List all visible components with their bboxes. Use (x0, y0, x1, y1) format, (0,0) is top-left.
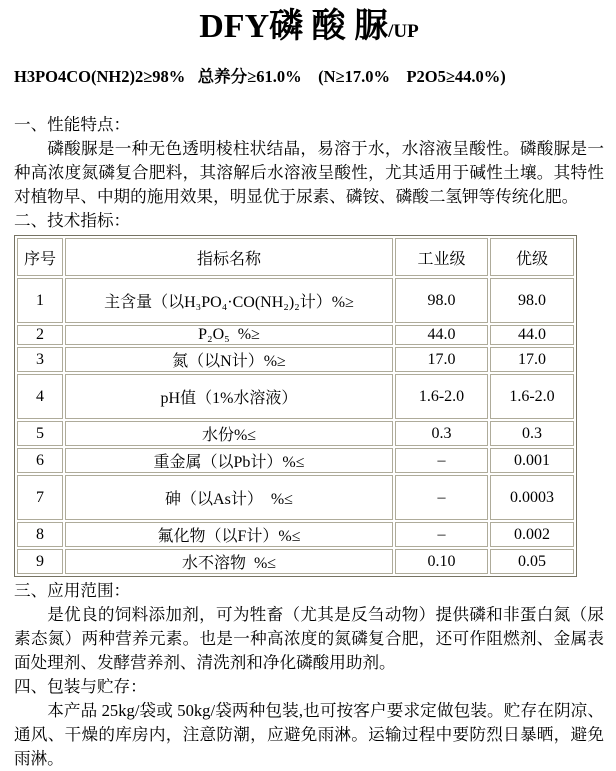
table-row (17, 522, 574, 547)
premium-grade-cell: 0.05 (490, 549, 574, 574)
row-number-cell: 7 (17, 475, 63, 520)
industrial-grade-cell: – (395, 448, 488, 473)
premium-grade-cell: 17.0 (490, 347, 574, 372)
premium-grade-cell: 44.0 (490, 325, 574, 345)
industrial-grade-cell: – (395, 475, 488, 520)
indicator-name-cell: P₂O₅ %≥ (65, 325, 393, 345)
section-heading-application: 三、应用范围： (14, 581, 131, 600)
table-row (17, 421, 574, 446)
premium-grade-cell: 0.3 (490, 421, 574, 446)
table-row (17, 549, 574, 574)
page-title (14, 2, 604, 53)
page-title-text: DFY磷 酸 脲 (199, 8, 389, 45)
industrial-grade-cell: 0.10 (395, 549, 488, 574)
table-row (17, 347, 574, 372)
industrial-grade-cell: 1.6-2.0 (395, 374, 488, 419)
table-row (17, 278, 574, 323)
indicator-name-cell: 水不溶物 %≤ (65, 549, 393, 574)
industrial-grade-cell: – (395, 522, 488, 547)
page-title-suffix: /UP (388, 21, 419, 42)
specs-table (14, 235, 577, 577)
industrial-grade-cell: 44.0 (395, 325, 488, 345)
indicator-name-cell: 水份%≤ (65, 421, 393, 446)
application-paragraph: 是优良的饲料添加剂，可为牲畜（尤其是反刍动物）提供磷和非蛋白氮（尿素态氮）两种营养元素。也是一种高浓度的氮磷复合肥，还可作阻燃剂、金属表面处理剂、发酵营养剂、清洗剂和净化磷酸用助剂。 (14, 605, 604, 672)
performance-paragraph: 磷酸脲是一种无色透明棱柱状结晶，易溶于水，水溶液呈酸性。磷酸脲是一种高浓度氮磷复合肥料，其溶解后水溶液呈酸性，尤其适用于碱性土壤。其特性对植物早、中期的施用效果，明显优于尿素、磷铵、磷酸二氢钾等传统化肥。 (14, 139, 604, 206)
row-number-cell: 5 (17, 421, 63, 446)
indicator-name-cell: 砷（以As计） %≤ (65, 475, 393, 520)
header-cell-indicator: 指标名称 (65, 238, 393, 276)
row-number-cell: 1 (17, 278, 63, 323)
header-cell-industrial: 工业级 (395, 238, 488, 276)
row-number-cell: 8 (17, 522, 63, 547)
section-heading-specs: 二、技术指标： (14, 211, 131, 230)
formula-line: H3PO4CO(NH2)2≥98% 总养分≥61.0% (N≥17.0% P2O5≥44.0%) (14, 67, 506, 86)
table-row (17, 325, 574, 345)
premium-grade-cell: 1.6-2.0 (490, 374, 574, 419)
premium-grade-cell: 0.002 (490, 522, 574, 547)
row-number-cell: 2 (17, 325, 63, 345)
indicator-name-cell: 氮（以N计）%≥ (65, 347, 393, 372)
industrial-grade-cell: 17.0 (395, 347, 488, 372)
row-number-cell: 4 (17, 374, 63, 419)
table-header-row (17, 238, 574, 276)
packaging-paragraph: 本产品 25kg/袋或 50kg/袋两种包装,也可按客户要求定做包装。贮存在阴凉、通风、干燥的库房内，注意防潮，应避免雨淋。运输过程中要防烈日暴晒，避免雨淋。 (14, 701, 604, 768)
table-row (17, 374, 574, 419)
premium-grade-cell: 0.0003 (490, 475, 574, 520)
premium-grade-cell: 98.0 (490, 278, 574, 323)
industrial-grade-cell: 98.0 (395, 278, 488, 323)
section-heading-performance: 一、性能特点： (14, 115, 131, 134)
row-number-cell: 6 (17, 448, 63, 473)
specs-table-body (17, 278, 574, 574)
indicator-name-cell: 氟化物（以F计）%≤ (65, 522, 393, 547)
table-row (17, 448, 574, 473)
header-cell-number: 序号 (17, 238, 63, 276)
industrial-grade-cell: 0.3 (395, 421, 488, 446)
section-heading-packaging: 四、包装与贮存： (14, 677, 147, 696)
table-row (17, 475, 574, 520)
premium-grade-cell: 0.001 (490, 448, 574, 473)
indicator-name-cell: 主含量（以H₃PO₄·CO(NH₂)₂计）%≥ (65, 278, 393, 323)
header-cell-premium: 优级 (490, 238, 574, 276)
specs-table-head (17, 238, 574, 276)
row-number-cell: 3 (17, 347, 63, 372)
row-number-cell: 9 (17, 549, 63, 574)
indicator-name-cell: pH值（1%水溶液） (65, 374, 393, 419)
indicator-name-cell: 重金属（以Pb计）%≤ (65, 448, 393, 473)
